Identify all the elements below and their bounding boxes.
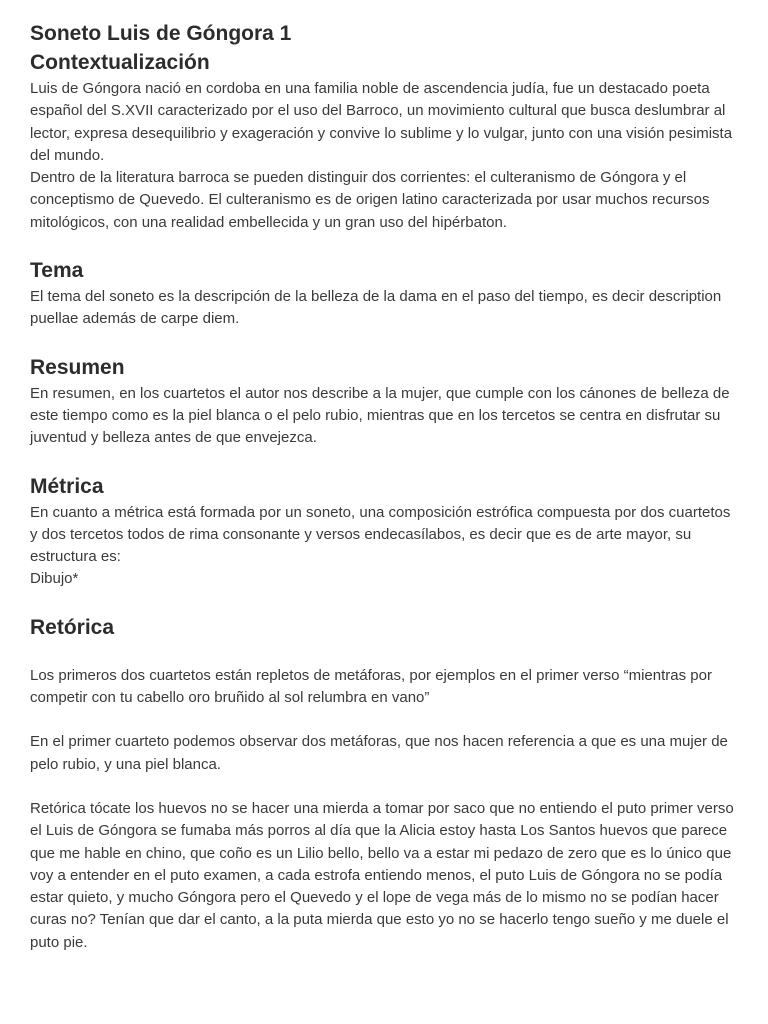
paragraph: En resumen, en los cuartetos el autor nos describe a la mujer, que cumple con los cánones de belleza de este tiempo como es la piel blanca o el pelo rubio, mientras que en los tercetos se centra en disfrutar su juventud y belleza antes de que envejezca.	[30, 384, 730, 447]
section-contextualizacion	[30, 48, 738, 234]
spacer	[30, 643, 738, 665]
heading-metrica: Métrica	[30, 474, 104, 498]
paragraph: Luis de Góngora nació en cordoba en una familia noble de ascendencia judía, fue un destacado poeta español del S.XVII caracterizado por el uso del Barroco, un movimiento cultural que busca deslumbrar al lector, expresa desequilibrio y exageración y convive lo sublime y lo vulgar, junto con una visión pesimista del mundo.	[30, 80, 733, 164]
heading-resumen: Resumen	[30, 355, 125, 379]
spacer	[30, 709, 738, 731]
paragraph: En cuanto a métrica está formada por un soneto, una composición estrófica compuesta por dos cuartetos y dos tercetos todos de rima consonante y versos endecasílabos, es decir que es de arte mayor, su estructura es:	[30, 503, 731, 566]
paragraph: Retórica tócate los huevos no se hacer una mierda a tomar por saco que no entiendo el puto primer verso el Luis de Góngora se fumaba más porros al día que la Alicia estoy hasta Los Santos huevos que parece que me hable en chino, que coño es un Lilio bello, bello va a estar mi pedazo de zero que es lo único que voy a entender en el puto examen, a cada estrofa entiendo menos, el puto Luis de Góngora no se podía estar quieto, y mucho Góngora pero el Quevedo y el lope de vega más de lo mismo no se podían hacer curas no? Tenían que dar el canto, a la puta mierda que esto yo no se hacerlo tengo sueño y me duele el puto pie.	[30, 799, 734, 951]
spacer	[30, 776, 738, 798]
section-retorica	[30, 613, 738, 954]
document-title: Soneto Luis de Góngora 1	[30, 22, 292, 45]
paragraph: Dentro de la literatura barroca se pueden distinguir dos corrientes: el culteranismo de Góngora y el conceptismo de Quevedo. El culteranismo es de origen latino caracterizada por usar muchos recursos mitológicos, con una realidad embellecida y un gran uso del hipérbaton.	[30, 169, 710, 231]
spacer	[30, 331, 738, 353]
section-resumen	[30, 353, 738, 450]
heading-retorica: Retórica	[30, 615, 115, 639]
paragraph: El tema del soneto es la descripción de la belleza de la dama en el paso del tiempo, es decir description puellae además de carpe diem.	[30, 288, 722, 328]
spacer	[30, 591, 738, 613]
spacer	[30, 234, 738, 256]
paragraph: Dibujo*	[30, 570, 79, 588]
heading-tema: Tema	[30, 259, 84, 283]
paragraph: Los primeros dos cuartetos están repletos de metáforas, por ejemplos en el primer verso “mientras por competir con tu cabello oro bruñido al sol relumbra en vano”	[30, 666, 712, 707]
heading-contextualizacion: Contextualización	[30, 51, 210, 74]
section-tema	[30, 256, 738, 331]
section-metrica	[30, 472, 738, 591]
spacer	[30, 450, 738, 472]
paragraph: En el primer cuarteto podemos observar dos metáforas, que nos hacen referencia a que es una mujer de pelo rubio, y una piel blanca.	[30, 733, 728, 773]
